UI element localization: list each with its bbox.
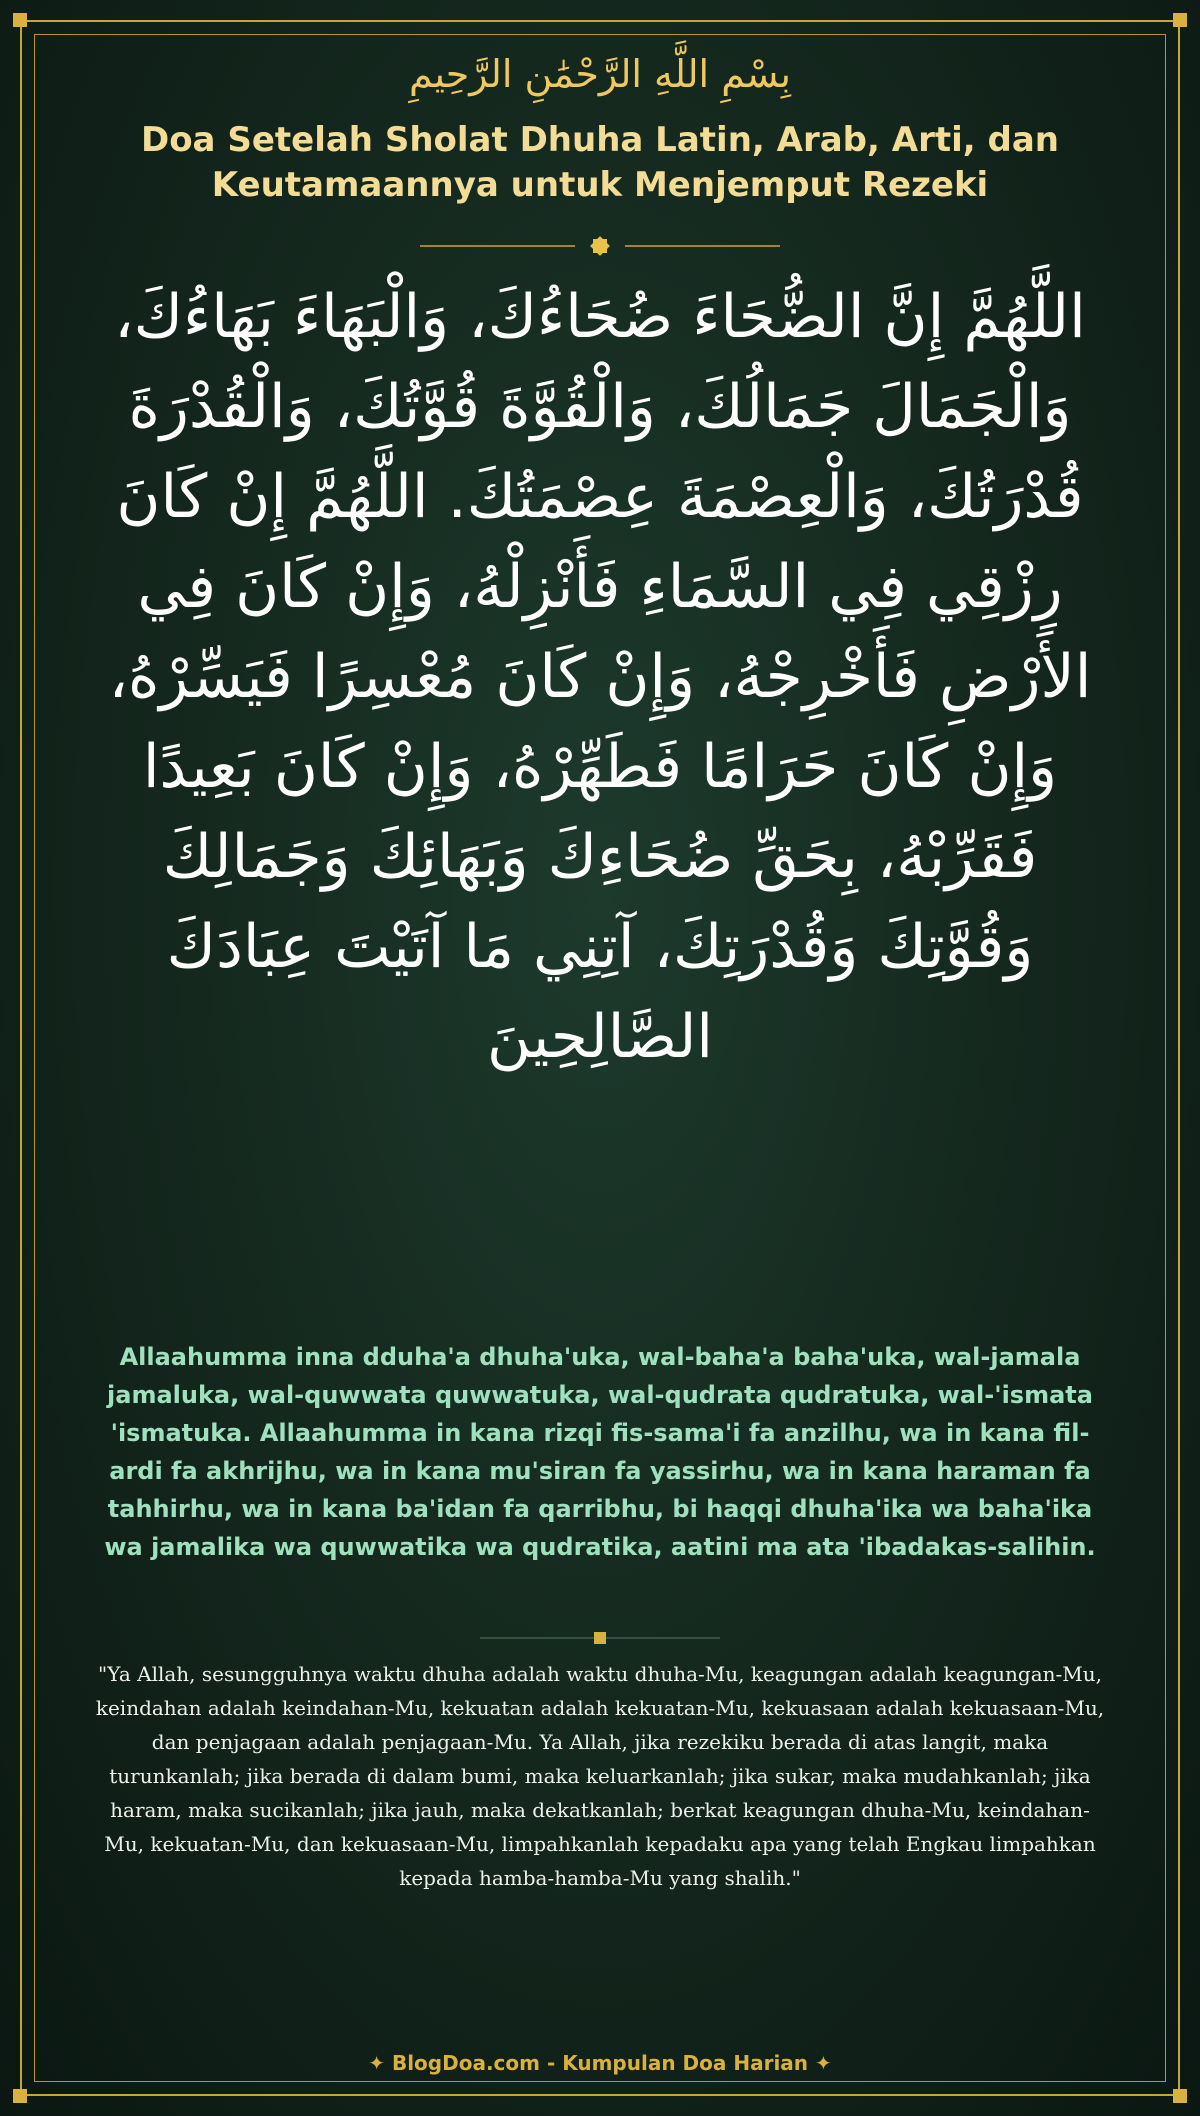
footer-credit: ✦ BlogDoa.com - Kumpulan Doa Harian ✦ [368, 2051, 832, 2075]
page-title: Doa Setelah Sholat Dhuha Latin, Arab, Arti, dan Keutamaannya untuk Menjemput Rezeki [140, 120, 1060, 205]
arabic-prayer: اللَّهُمَّ إِنَّ الضُّحَاءَ ضُحَاءُكَ، وَالْبَهَاءَ بَهَاءُكَ، وَالْجَمَالَ جَمَالُكَ، وَالْقُوَّةَ قُوَّتُكَ، وَالْقُدْرَةَ قُدْرَتُكَ، وَالْعِصْمَةَ عِصْمَتُكَ. اللَّهُمَّ إِنْ كَانَ رِزْقِي فِي السَّمَاءِ فَأَنْزِلْهُ، وَإِنْ كَانَ فِي الأَرْضِ فَأَخْرِجْهُ، وَإِنْ كَانَ مُعْسِرًا فَيَسِّرْهُ، وَإِنْ كَانَ حَرَامًا فَطَهِّرْهُ، وَإِنْ كَانَ بَعِيدًا فَقَرِّبْهُ، بِحَقِّ ضُحَاءِكَ وَبَهَائِكَ وَجَمَالِكَ وَقُوَّتِكَ وَقُدْرَتِكَ، آتِنِي مَا آتَيْتَ عِبَادَكَ الصَّالِحِينَ [108, 282, 1092, 1072]
basmala: بِسْمِ اللَّهِ الرَّحْمَٰنِ الرَّحِيمِ [409, 52, 791, 96]
corner-square-icon [13, 2089, 27, 2103]
translation-text: "Ya Allah, sesungguhnya waktu dhuha adalah waktu dhuha-Mu, keagungan adalah keagungan-Mu, keindahan adalah keindahan-Mu, kekuatan adalah kekuatan-Mu, kekuasaan adalah kekuasaan-Mu, dan penjagaan adalah penjagaan-Mu. Ya Allah, jika rezekiku berada di atas langit, maka turunkanlah; jika berada di dalam bumi, maka keluarkanlah; jika sukar, maka mudahkanlah; jika haram, maka sucikanlah; jika jauh, maka dekatkanlah; berkat keagungan dhuha-Mu, keindahan-Mu, kekuatan-Mu, dan kekuasaan-Mu, limpahkanlah kepadaku apa yang telah Engkau limpahkan kepada hamba-hamba-Mu yang shalih." [95, 1662, 1105, 1890]
square-ornament-divider [480, 1630, 720, 1646]
star-ornament-divider [420, 236, 780, 256]
star-ornament-icon [590, 236, 610, 256]
corner-square-icon [1173, 13, 1187, 27]
corner-square-icon [13, 13, 27, 27]
square-ornament-icon [594, 1632, 606, 1644]
latin-transliteration: Allaahumma inna dduha'a dhuha'uka, wal-baha'a baha'uka, wal-jamala jamaluka, wal-quwwata quwwatuka, wal-qudrata qudratuka, wal-'ismata 'ismatuka. Allaahumma in kana rizqi fis-sama'i fa anzilhu, wa in kana fil-ardi fa akhrijhu, wa in kana mu'siran fa yassirhu, wa in kana haraman fa tahhirhu, wa in kana ba'idan fa qarribhu, bi haqqi dhuha'ika wa baha'ika wa jamalika wa quwwatika wa qudratika, aatini ma ata 'ibadakas-salihin. [104, 1343, 1096, 1561]
corner-square-icon [1173, 2089, 1187, 2103]
